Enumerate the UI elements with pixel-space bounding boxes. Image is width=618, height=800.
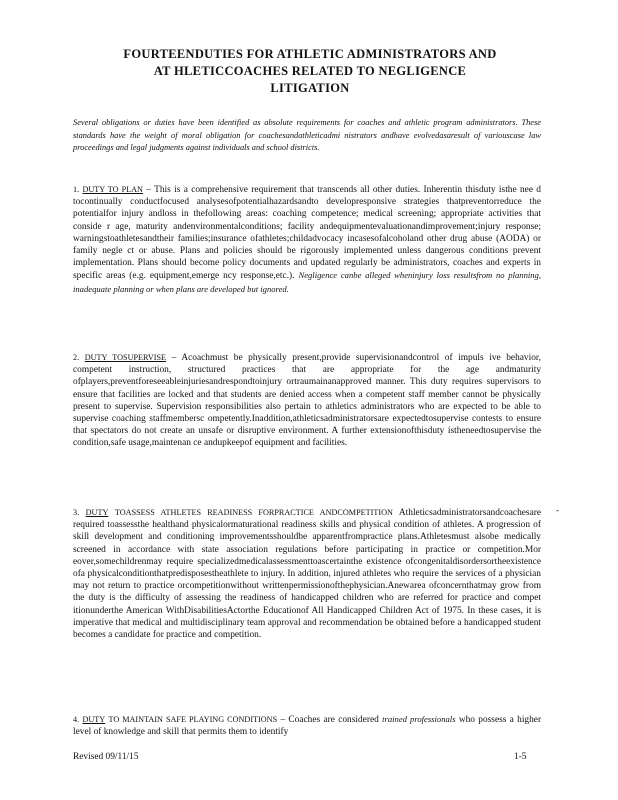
section-heading: DUTY bbox=[82, 715, 106, 724]
section-heading: DUTY TOSUPERVISE bbox=[84, 353, 167, 362]
section-italic-note: Negligence canbe alleged wheninjury loss resultsfrom no planning, inadequate planning or when plans are developed but ignored. bbox=[73, 270, 541, 294]
section-number: 3. bbox=[73, 508, 80, 517]
section-heading: DUTY bbox=[85, 508, 109, 517]
footer-revised-date: Revised 09/11/15 bbox=[73, 752, 139, 762]
section-number: 1. bbox=[73, 185, 80, 194]
section-body: – This is a comprehensive requirement that transcends all other duties. Inherentin thisduty isthe nee d tocontinually conductfocused analysesofpotentialhazardsandto developresponsive strategies thatpreventorreduce the potentialfor injury andloss in thefollowing areas: coaching competence; medical screening; appropriate activities that conside r age, maturity andenvironmentalconditions; facility andequipmentevaluationandimprovement;injury response; warningstoathletesandtheir families;insurance ofathletes;childadvocacy incasesofalcoholand other drug abuse (AODA) or family negle ct or abuse. Plans and policies should be rigorously implemented unless dangerous conditions prevent implementation. Plans should become policy documents and updated regularly be administrators, coaches and experts in specific areas (e.g. equipment,emerge ncy response,etc.). bbox=[73, 185, 541, 282]
title-line-3: LITIGATION bbox=[270, 81, 350, 95]
section-body-continued: who possess a higher level of knowledge and skill that permits them to identify bbox=[73, 715, 542, 738]
section-duty-to-maintain bbox=[73, 713, 541, 738]
section-body: – Coaches are considered bbox=[280, 715, 379, 725]
section-heading: DUTY TO PLAN bbox=[82, 185, 143, 194]
section-number: 4. bbox=[73, 715, 80, 724]
section-body: Athleticsadministratorsandcoachesare required toassessthe healthand physicalormaturational readiness skills and physical condition of athletes. A progression of skill development and conditioning improvementsshouldbe apparentfrompractice plans.Athletesmust alsobe medically screened in accordance with state association regulations before participating in practice or competition.Mor eover,somechildrenmay require specializedmedicalassessmenttoascertainthe existence ofcongenitaldisordersortheexistence ofa physicalconditionthatpredisposestheathlete to injury. In addition, injured athletes who require the services of a physician may not return to practice orcompetitionwithout writtenpermissionofthephysician.Anewarea ofconcernthatmay grow from the duty is the difficulty of assessing the readiness of handicapped children who are referred for practice and compet itionunderthe American WithDisabilitiesActorthe Educationof All Handicapped Children Act of 1975. In these cases, it is imperative that medical and multidisciplinary team approval and recommendation be obtained before a handicapped student becomes a candidate for practice and competition. bbox=[73, 508, 542, 641]
section-duty-to-supervise bbox=[73, 352, 541, 450]
section-heading-rest: TO MAINTAIN SAFE PLAYING CONDITIONS bbox=[108, 715, 278, 724]
footer-page-number: 1-5 bbox=[514, 752, 527, 762]
title-line-2: AT HLETICCOACHES RELATED TO NEGLIGENCE bbox=[153, 64, 467, 78]
section-heading-rest: TOASSESS ATHLETES READINESS FORPRACTICE ANDCOMPETITION bbox=[114, 508, 393, 517]
intro-paragraph: Several obligations or duties have been identified as absolute requirements for coaches and athletic program administrators. These standards have the weight of moral obligation for coachesandathleticadmi nistrators andhave evolvedasaresult of variouscase law proceedings and legal judgments against individuals and school districts. bbox=[73, 118, 541, 152]
section-body: – Acoachmust be physically present,provide supervisionandcontrol of impuls ive behavior, competent instruction, structured practices that are appropriate for the age andmaturity ofplayers,preventforeseeableinjuriesandrespondtoinjury ortraumainanapproved manner. This duty requires supervisors to ensure that facilities are locked and that students are denied access when a competent staff member cannot be physically present to supervise. Supervision responsibilities also pertain to athletics administrators who are expected to be able to supervise coaching staffmembersc ompetently.Inaddition,athleticsadministratorsare expectedtosupervise contests to ensure that spectators do not create an unsafe or disruptive environment. A further extensionofthisduty istheneedtosupervise the condition,safe usage,maintenan ce andupkeepof equipment and facilities. bbox=[73, 353, 541, 449]
document-title bbox=[60, 46, 560, 97]
title-line-1: FOURTEENDUTIES FOR ATHLETIC ADMINISTRATORS AND bbox=[123, 47, 497, 61]
section-number: 2. bbox=[73, 353, 80, 362]
section-italic-inline: trained professionals bbox=[382, 714, 456, 724]
section-duty-to-plan bbox=[73, 184, 541, 296]
section-3-dash: - bbox=[556, 505, 559, 515]
section-duty-to-assess bbox=[73, 507, 541, 641]
